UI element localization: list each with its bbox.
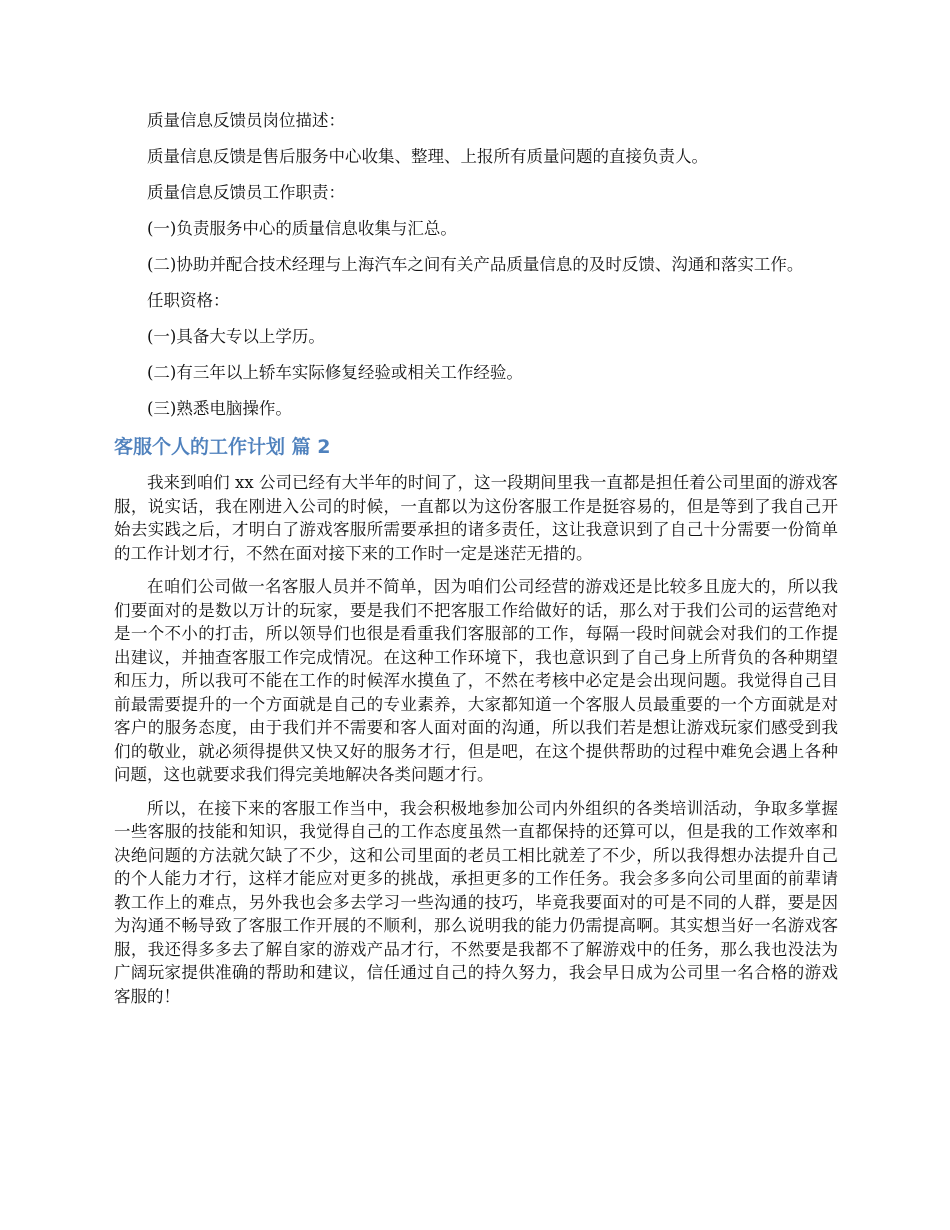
duties-heading: 质量信息反馈员工作职责： <box>147 183 345 202</box>
job-description-title: 质量信息反馈员岗位描述： <box>147 111 345 130</box>
qualification-item: (二)有三年以上轿车实际修复经验或相关工作经验。 <box>147 363 523 382</box>
body-paragraph: 所以，在接下来的客服工作当中，我会积极地参加公司内外组织的各类培训活动，争取多掌握一些客服的技能和知识，我觉得自己的工作态度虽然一直都保持的还算可以，但是我的工作效率和决绝问题的方法就欠缺了不少，这和公司里面的老员工相比就差了不少，所以我得想办法提升自己的个人能力才行，这样才能应对更多的挑战，承担更多的工作任务。我会多多向公司里面的前辈请教工作上的难点，另外我也会多去学习一些沟通的技巧，毕竟我要面对的可是不同的人群，要是因为沟通不畅导致了客服工作开展的不顺利，那么说明我的能力仍需提高啊。其实想当好一名游戏客服，我还得多多去了解自家的游戏产品才行，不然要是我都不了解游戏中的任务，那么我也没法为广阔玩家提供准确的帮助和建议，信任通过自己的持久努力，我会早日成为公司里一名合格的游戏客服的！ <box>114 798 838 1006</box>
qualification-item: (一)具备大专以上学历。 <box>147 327 325 346</box>
document-page <box>114 109 838 1018</box>
body-paragraph: 在咱们公司做一名客服人员并不简单，因为咱们公司经营的游戏还是比较多且庞大的，所以我们要面对的是数以万计的玩家，要是我们不把客服工作给做好的话，那么对于我们公司的运营绝对是一个不小的打击，所以领导们也很是看重我们客服部的工作，每隔一段时间就会对我们的工作提出建议，并抽查客服工作完成情况。在这种工作环境下，我也意识到了自己身上所背负的各种期望和压力，所以我可不能在工作的时候浑水摸鱼了，不然在考核中必定是会出现问题。我觉得自己目前最需要提升的一个方面就是自己的专业素养，大家都知道一个客服人员最重要的一个方面就是对客户的服务态度，由于我们并不需要和客人面对面的沟通，所以我们若是想让游戏玩家们感受到我们的敬业，就必须得提供又快又好的服务才行，但是吧，在这个提供帮助的过程中难免会遇上各种问题，这也就要求我们得完美地解决各类问题才行。 <box>114 577 838 784</box>
qualifications-heading: 任职资格： <box>147 291 230 310</box>
duty-item: (二)协助并配合技术经理与上海汽车之间有关产品质量信息的及时反馈、沟通和落实工作。 <box>147 255 804 274</box>
job-description-text: 质量信息反馈是售后服务中心收集、整理、上报所有质量问题的直接负责人。 <box>147 147 708 166</box>
section-heading: 客服个人的工作计划 篇 2 <box>114 436 331 458</box>
qualification-item: (三)熟悉电脑操作。 <box>147 399 292 418</box>
body-paragraph: 我来到咱们 xx 公司已经有大半年的时间了，这一段期间里我一直都是担任着公司里面的游戏客服，说实话，我在刚进入公司的时候，一直都以为这份客服工作是挺容易的，但是等到了我自己开始去实践之后，才明白了游戏客服所需要承担的诸多责任，这让我意识到了自己十分需要一份简单的工作计划才行，不然在面对接下来的工作时一定是迷茫无措的。 <box>114 473 838 563</box>
duty-item: (一)负责服务中心的质量信息收集与汇总。 <box>147 219 457 238</box>
